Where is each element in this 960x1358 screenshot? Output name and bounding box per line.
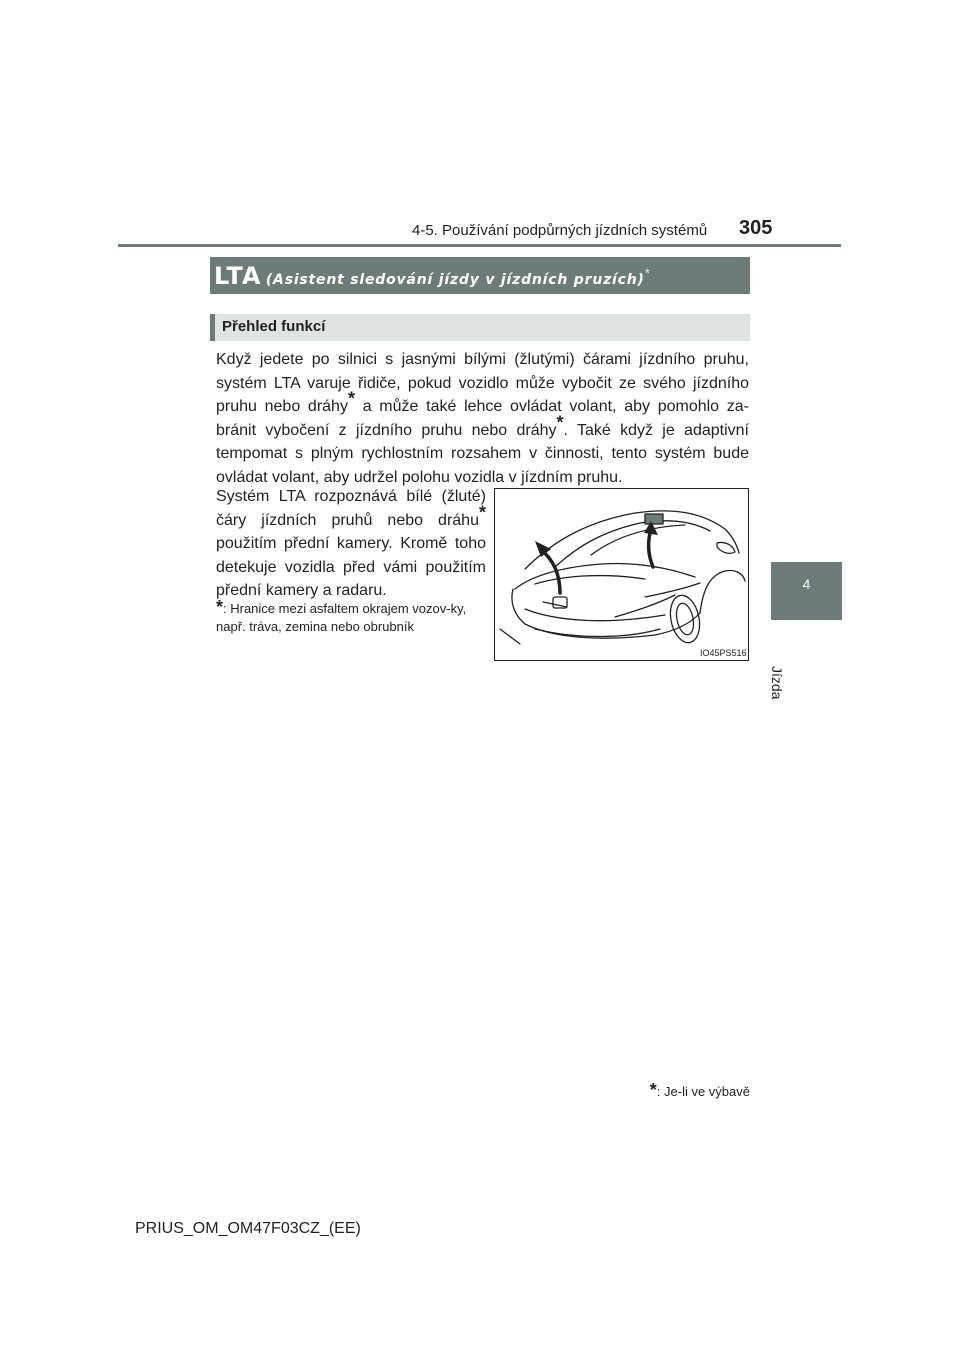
paragraph-intro-part3: . Také když je adaptivní tempomat s plným rychlostním rozsahem v činnosti, tento systém bude ovládat volant, aby udržel polohu vozidla v jízdním pruhu.: [216, 421, 749, 486]
paragraph-intro: [216, 348, 749, 489]
paragraph-intro-part2: a může také lehce ovládat volant, aby pomohlo za-bránit vybočení z jízdního pruhu nebo dráhy: [216, 398, 750, 439]
title-main: LTA: [214, 262, 262, 290]
paragraph-detection-part1: Systém LTA rozpoznává bílé (žluté) čáry jízdních pruhů nebo dráhu: [216, 488, 486, 529]
page-number: 305: [739, 217, 773, 239]
footnote-equipment: [620, 1080, 750, 1101]
footnote-road-edge: [216, 598, 486, 636]
paragraph-detection: [216, 485, 486, 603]
document-code: PRIUS_OM_OM47F03CZ_(EE): [135, 1220, 361, 1237]
title: [214, 262, 650, 290]
chapter-label: Jízda: [769, 666, 785, 700]
header-section-title: 4-5. Používání podpůrných jízdních systémů: [412, 222, 708, 239]
title-star: *: [644, 265, 650, 281]
chapter-number: 4: [802, 576, 811, 592]
star-mark: *: [478, 502, 486, 523]
star-mark: *: [649, 1080, 657, 1100]
car-sensors-illustration: [495, 489, 748, 660]
subheading-marker: [210, 314, 215, 341]
star-mark: *: [216, 597, 224, 617]
subheading: Přehled funkcí: [222, 318, 326, 335]
footnote-equipment-text: : Je-li ve výbavě: [656, 1084, 750, 1099]
paragraph-intro-part1: Když jedete po silnici s jasnými bílými (žlutými) čárami jízdního pruhu, systém LTA varuje řidiče, pokud vozidlo může vybočit ze svého jízdního pruhu nebo dráhy: [216, 351, 749, 415]
star-mark: *: [347, 388, 355, 409]
car-illustration: [494, 488, 749, 661]
figure-code: IO45PS516: [700, 648, 747, 658]
star-mark: *: [556, 412, 564, 433]
chapter-label-wrap: [769, 626, 835, 700]
footnote-road-edge-text: : Hranice mezi asfaltem okrajem vozov-ky, např. tráva, zemina nebo obrubník: [216, 601, 467, 634]
paragraph-detection-part2: použitím přední kamery. Kromě toho detekuje vozidla před vámi použitím přední kamery a radaru.: [216, 535, 486, 599]
title-sub: (Asistent sledování jízdy v jízdních pruzích): [265, 272, 645, 288]
header-rule: [118, 244, 841, 247]
